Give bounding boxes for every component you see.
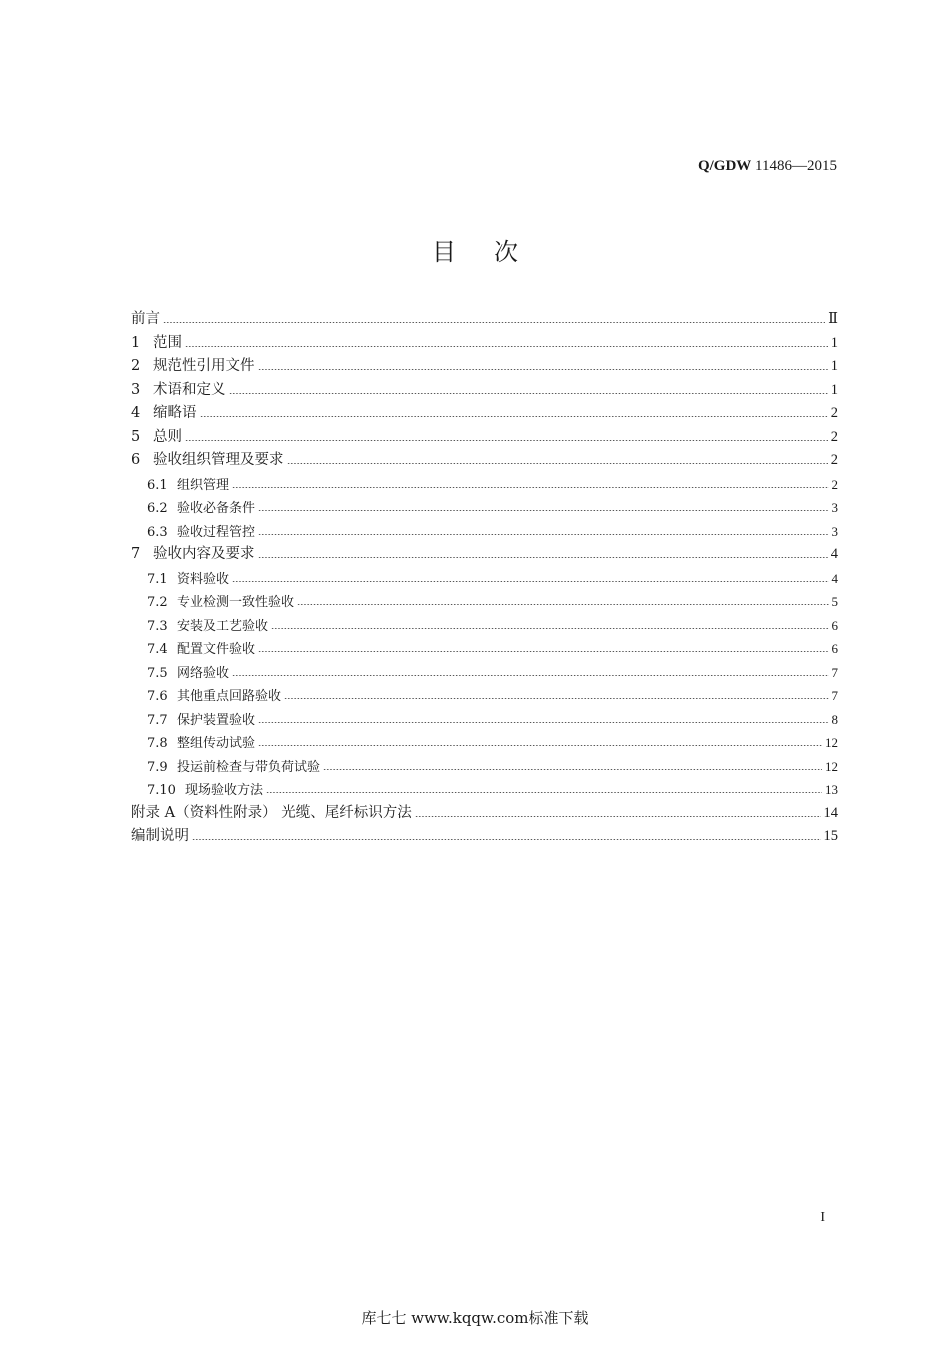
toc-entry[interactable] <box>131 614 838 638</box>
toc-dot-leader <box>266 792 822 793</box>
toc-entry-page: 1 <box>830 381 838 398</box>
toc-entry-label: 验收必备条件 <box>177 501 256 516</box>
toc-entry-number: 7.9 <box>147 759 168 775</box>
toc-dot-leader <box>258 651 828 652</box>
toc-entry-label: 验收组织管理及要求 <box>153 452 284 468</box>
toc-entry[interactable] <box>131 543 838 567</box>
toc-entry-number: 7.5 <box>147 665 168 681</box>
toc-entry-label: 术语和定义 <box>153 381 226 398</box>
toc-dot-leader <box>258 722 828 723</box>
toc-entry[interactable] <box>131 755 838 779</box>
toc-entry-label: 专业检测一致性验收 <box>177 595 295 610</box>
toc-dot-leader <box>232 581 828 582</box>
page-title: 目次 <box>432 238 556 266</box>
toc-entry-number: 6.3 <box>147 524 168 540</box>
toc-entry-label: 总则 <box>153 428 182 445</box>
toc-entry-label: 其他重点回路验收 <box>177 689 282 704</box>
page-number: I <box>820 1210 825 1225</box>
toc-entry[interactable] <box>131 520 838 544</box>
toc-entry-label: 组织管理 <box>177 477 230 493</box>
toc-entry-number: 1 <box>131 334 141 351</box>
toc-dot-leader <box>192 839 821 840</box>
toc-entry-number: 7.2 <box>147 595 168 610</box>
toc-entry-number: 7.10 <box>147 783 176 798</box>
toc-entry-number: 7.8 <box>147 736 168 751</box>
toc-entry[interactable] <box>131 590 838 614</box>
toc-entry-number: 7.6 <box>147 689 168 704</box>
toc-entry-page: 12 <box>825 735 838 750</box>
toc-dot-leader <box>323 769 822 770</box>
toc-entry-label: 保护装置验收 <box>177 712 256 728</box>
toc-entry-page: 2 <box>831 476 838 492</box>
toc-entry-label: 编制说明 <box>131 828 189 844</box>
toc-entry-page: 3 <box>831 523 838 539</box>
toc-entry-number: 5 <box>131 428 141 445</box>
toc-entry[interactable] <box>131 684 838 708</box>
table-of-contents <box>131 308 838 849</box>
toc-entry-page: 5 <box>831 594 838 609</box>
toc-entry-label: 附录 A（资料性附录） 光缆、尾纤标识方法 <box>131 804 412 821</box>
toc-entry-page: 1 <box>830 358 838 374</box>
toc-dot-leader <box>232 487 828 488</box>
toc-entry-label: 范围 <box>153 334 182 351</box>
toc-entry[interactable] <box>131 355 838 379</box>
toc-entry-label: 验收过程管控 <box>177 524 256 540</box>
toc-dot-leader <box>163 322 825 323</box>
toc-entry-page: 7 <box>831 664 838 680</box>
toc-entry-page: 6 <box>831 641 838 656</box>
toc-entry-label: 资料验收 <box>177 571 230 587</box>
toc-entry[interactable] <box>131 802 838 826</box>
toc-entry[interactable] <box>131 825 838 849</box>
toc-entry[interactable] <box>131 637 838 661</box>
toc-dot-leader <box>297 604 828 605</box>
document-code-prefix: Q/GDW <box>697 158 752 174</box>
toc-entry-label: 缩略语 <box>153 405 197 421</box>
toc-entry-page: 13 <box>825 782 838 797</box>
toc-entry[interactable] <box>131 402 838 426</box>
toc-entry-label: 前言 <box>131 311 160 327</box>
toc-entry[interactable] <box>131 567 838 591</box>
document-code <box>698 158 837 175</box>
toc-entry-page: 15 <box>823 828 838 844</box>
toc-dot-leader <box>185 440 828 441</box>
toc-dot-leader <box>258 510 828 511</box>
toc-entry-label: 验收内容及要求 <box>153 546 255 562</box>
toc-entry-page: 14 <box>823 804 838 821</box>
toc-entry-label: 规范性引用文件 <box>153 358 255 374</box>
toc-dot-leader <box>271 628 828 629</box>
toc-entry-page: 2 <box>830 428 838 445</box>
toc-entry[interactable] <box>131 426 838 450</box>
toc-entry-page: 1 <box>830 334 838 351</box>
toc-entry[interactable] <box>131 496 838 520</box>
toc-entry-label: 网络验收 <box>177 665 230 681</box>
toc-dot-leader <box>258 745 822 746</box>
toc-entry-page: 7 <box>831 688 838 703</box>
toc-dot-leader <box>287 463 828 464</box>
toc-entry[interactable] <box>131 449 838 473</box>
toc-entry-number: 7.3 <box>147 618 168 634</box>
toc-entry-page: 12 <box>825 758 838 774</box>
toc-entry-number: 2 <box>131 358 141 374</box>
toc-entry-page: 2 <box>830 452 838 468</box>
toc-entry-label: 整组传动试验 <box>177 736 256 751</box>
toc-entry-page: Ⅱ <box>828 311 838 327</box>
toc-dot-leader <box>229 393 828 394</box>
toc-entry-number: 7.7 <box>147 712 168 728</box>
toc-dot-leader <box>200 416 828 417</box>
toc-entry-page: 8 <box>831 711 838 727</box>
toc-entry[interactable] <box>131 379 838 403</box>
toc-entry-number: 7.1 <box>147 571 168 587</box>
toc-entry-number: 3 <box>131 381 141 398</box>
toc-entry[interactable] <box>131 661 838 685</box>
toc-dot-leader <box>232 675 828 676</box>
toc-entry-number: 6.1 <box>147 477 168 493</box>
toc-dot-leader <box>258 557 828 558</box>
footer-watermark: 库七七 www.kqqw.com标准下载 <box>361 1309 589 1327</box>
toc-entry-label: 投运前检查与带负荷试验 <box>177 759 321 775</box>
toc-entry-label: 配置文件验收 <box>177 642 256 657</box>
toc-entry-page: 4 <box>831 570 838 586</box>
toc-entry-page: 2 <box>830 405 838 421</box>
toc-dot-leader <box>258 534 828 535</box>
toc-entry-page: 3 <box>831 500 838 515</box>
toc-entry-number: 6 <box>131 452 141 468</box>
toc-entry[interactable] <box>131 332 838 356</box>
toc-entry[interactable] <box>131 708 838 732</box>
toc-entry[interactable] <box>131 308 838 332</box>
toc-entry-label: 现场验收方法 <box>185 783 264 798</box>
toc-entry-number: 6.2 <box>147 501 168 516</box>
toc-entry-number: 4 <box>131 405 141 421</box>
toc-entry[interactable] <box>131 473 838 497</box>
toc-entry-label: 安装及工艺验收 <box>177 618 269 634</box>
toc-dot-leader <box>258 369 828 370</box>
toc-entry-page: 4 <box>830 546 838 562</box>
toc-dot-leader <box>185 346 828 347</box>
toc-entry-page: 6 <box>831 617 838 633</box>
toc-entry[interactable] <box>131 731 838 755</box>
toc-entry[interactable] <box>131 778 838 802</box>
toc-dot-leader <box>415 816 821 817</box>
document-code-number: 11486—2015 <box>751 158 837 174</box>
toc-entry-number: 7.4 <box>147 642 168 657</box>
toc-dot-leader <box>284 698 828 699</box>
toc-entry-number: 7 <box>131 546 141 562</box>
